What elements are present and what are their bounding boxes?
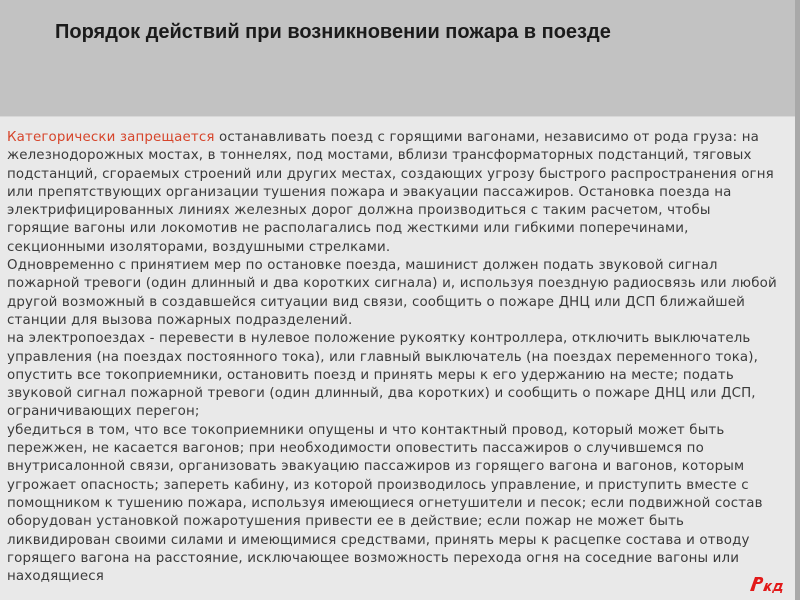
paragraph-evacuation: убедиться в том, что все токоприемники опущены и что контактный провод, который может быть пережжен, не касается вагонов; при необходимости оповестить пассажиров о случившемся по внутрисалонной связи, организовать эвакуацию пассажиров из горящего вагона и вагонов, которым угрожает опасность; запереть кабину, из которой производилось управление, и приступить вместе с помощником к тушению пожара, используя имеющиеся огнетушители и песок; если подвижной состав оборудован установкой пожаротушения привести ее в действие; если пожар не может быть ликвидирован своими силами и имеющимися средствами, принять меры к расцепке состава и отводу горящего вагона на расстояние, исключающее возможность перехода огня на соседние вагоны или находящиеся <box>7 422 763 585</box>
paragraph-alarm: Одновременно с принятием мер по остановке поезда, машинист должен подать звуковой сигнал пожарной тревоги (один длинный и два коротких сигнала) и, используя поездную радиосвязь или любой другой возможный в создавшейся ситуации вид связи, сообщить о пожаре ДНЦ или ДСП ближайшей станции для вызова пожарных подразделений. <box>7 258 777 328</box>
header-band <box>0 0 800 116</box>
right-edge-strip <box>795 0 800 600</box>
paragraph-electric-trains: на электропоездах - перевести в нулевое положение рукоятку контроллера, отключить выключатель управления (на поездах постоянного тока), или главный выключатель (на поездах переменного тока), опустить все токоприемники, остановить поезд и принять меры к его удержанию на месте; подать звуковой сигнал пожарной тревоги (один длинный, два коротких) и сообщить о пожаре ДНЦ или ДСП, ограничивающих перегон; <box>7 331 759 420</box>
prohibition-lead: Категорически запрещается <box>7 130 215 145</box>
paragraph-prohibition <box>7 129 777 257</box>
body-text <box>7 129 777 586</box>
page-title: Порядок действий при возникновении пожара в поезде <box>55 21 611 43</box>
prohibition-text: останавливать поезд с горящими вагонами, независимо от рода груза: на железнодорожных мостах, в тоннелях, под мостами, вблизи трансформаторных подстанций, тяговых подстанций, сгораемых строений или других местах, создающих угрозу быстрого распространения огня или препятствующих организации тушения пожара и эвакуации пассажиров. Остановка поезда на электрифицированных линиях железных дорог должна производиться с таким расчетом, чтобы горящие вагоны или локомотив не располагались под жесткими или гибкими поперечинами, секционными изоляторами, воздушными стрелками. <box>7 130 774 255</box>
rzd-logo <box>747 572 789 596</box>
content-panel <box>0 116 795 600</box>
